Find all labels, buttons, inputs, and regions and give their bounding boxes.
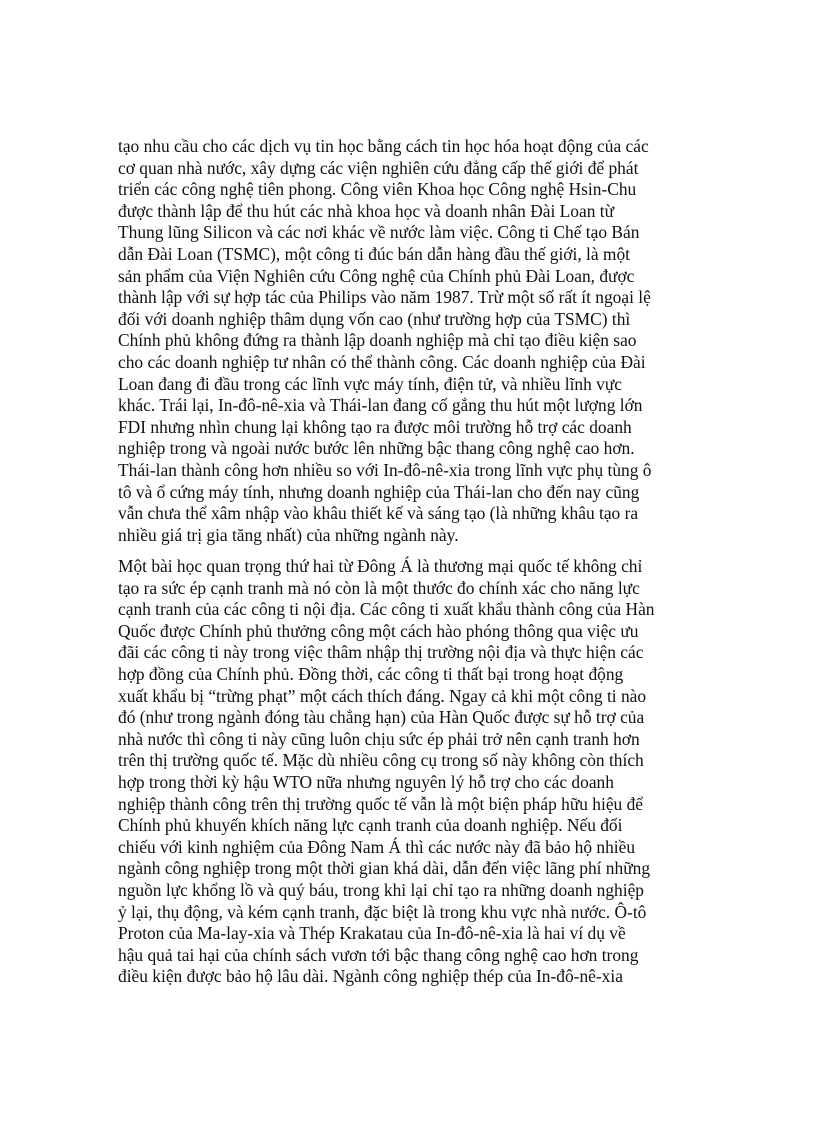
text-line: khác. Trái lại, In-đô-nê-xia và Thái-lan đang cố gắng thu hút một lượng lớn [118,395,643,416]
text-line: hậu quả tai hại của chính sách vươn tới bậc thang công nghệ cao hơn trong [118,944,639,965]
text-line: cơ quan nhà nước, xây dựng các viện nghiên cứu đẳng cấp thế giới để phát [118,157,639,178]
text-line: Thái-lan thành công hơn nhiều so với In-đô-nê-xia trong lĩnh vực phụ tùng ô [118,459,652,480]
text-line: xuất khẩu bị “trừng phạt” một cách thích đáng. Ngay cả khi một công ti nào [118,685,647,706]
text-line: tô và ổ cứng máy tính, nhưng doanh nghiệp của Thái-lan cho đến nay cũng [118,481,640,502]
text-line: sản phẩm của Viện Nghiên cứu Công nghệ của Chính phủ Đài Loan, được [118,265,635,286]
text-line: vẫn chưa thể xâm nhập vào khâu thiết kế và sáng tạo (là những khâu tạo ra [118,503,639,524]
text-line: Chính phủ không đứng ra thành lập doanh nghiệp mà chỉ tạo điều kiện sao [118,330,637,351]
text-line: hợp đồng của Chính phủ. Đồng thời, các công ti thất bại trong hoạt động [118,663,624,684]
text-line: Chính phủ khuyến khích năng lực cạnh tranh của doanh nghiệp. Nếu đối [118,815,623,836]
text-line: đối với doanh nghiệp thâm dụng vốn cao (như trường hợp của TSMC) thì [118,308,631,329]
text-line: nghiệp trong và ngoài nước bước lên những bậc thang công nghệ cao hơn. [118,438,635,459]
text-line: tạo nhu cầu cho các dịch vụ tin học bằng cách tin học hóa hoạt động của các [118,136,649,156]
text-line: cạnh tranh của các công ti nội địa. Các công ti xuất khẩu thành công của Hàn [118,599,655,620]
text-line: nghiệp thành công trên thị trường quốc tế vẫn là một biện pháp hữu hiệu để [118,793,644,814]
text-line: dẫn Đài Loan (TSMC), một công ti đúc bán dẫn hàng đầu thế giới, là một [118,243,630,264]
text-line: đãi các công ti này trong việc thâm nhập thị trường nội địa và thực hiện các [118,642,644,663]
text-line: cho các doanh nghiệp tư nhân có thể thành công. Các doanh nghiệp của Đài [118,351,646,372]
paragraph-2 [118,556,708,988]
text-line: FDI nhưng nhìn chung lại không tạo ra được môi trường hỗ trợ các doanh [118,416,632,437]
text-line: điều kiện được bảo hộ lâu dài. Ngành công nghiệp thép của In-đô-nê-xia [118,966,623,987]
text-line: tạo ra sức ép cạnh tranh mà nó còn là một thước đo chính xác cho năng lực [118,577,640,598]
text-line: Một bài học quan trọng thứ hai từ Đông Á là thương mại quốc tế không chỉ [118,556,643,576]
text-line: được thành lập để thu hút các nhà khoa học và doanh nhân Đài Loan từ [118,200,614,221]
text-line: nhiều giá trị gia tăng nhất) của những ngành này. [118,524,459,545]
text-line: trên thị trường quốc tế. Mặc dù nhiều công cụ trong số này không còn thích [118,750,644,771]
text-line: Proton của Ma-lay-xia và Thép Krakatau của In-đô-nê-xia là hai ví dụ về [118,923,626,944]
text-line: thành lập với sự hợp tác của Philips vào năm 1987. Trừ một số rất ít ngoại lệ [118,287,651,308]
text-line: chiếu với kinh nghiệm của Đông Nam Á thì các nước này đã bảo hộ nhiều [118,836,636,857]
text-line: Quốc được Chính phủ thưởng công một cách hào phóng thông qua việc ưu [118,620,639,641]
text-line: nguồn lực khổng lồ và quý báu, trong khi lại chỉ tạo ra những doanh nghiệp [118,879,644,900]
text-line: Thung lũng Silicon và các nơi khác về nước làm việc. Công ti Chế tạo Bán [118,222,640,243]
text-line: ỷ lại, thụ động, và kém cạnh tranh, đặc biệt là trong khu vực nhà nước. Ô-tô [118,901,647,922]
text-line: triển các công nghệ tiên phong. Công viên Khoa học Công nghệ Hsin-Chu [118,179,637,200]
text-line: nhà nước thì công ti này cũng luôn chịu sức ép phải trở nên cạnh tranh hơn [118,728,640,749]
text-line: Loan đang đi đầu trong các lĩnh vực máy tính, điện tử, và nhiều lĩnh vực [118,373,622,394]
text-line: hợp trong thời kỳ hậu WTO nữa nhưng nguyên lý hỗ trợ cho các doanh [118,771,614,792]
paragraph-1 [118,136,708,546]
text-line: đó (như trong ngành đóng tàu chẳng hạn) của Hàn Quốc được sự hỗ trợ của [118,707,645,728]
text-line: ngành công nghiệp trong một thời gian khá dài, dẫn đến việc lãng phí những [118,858,651,879]
